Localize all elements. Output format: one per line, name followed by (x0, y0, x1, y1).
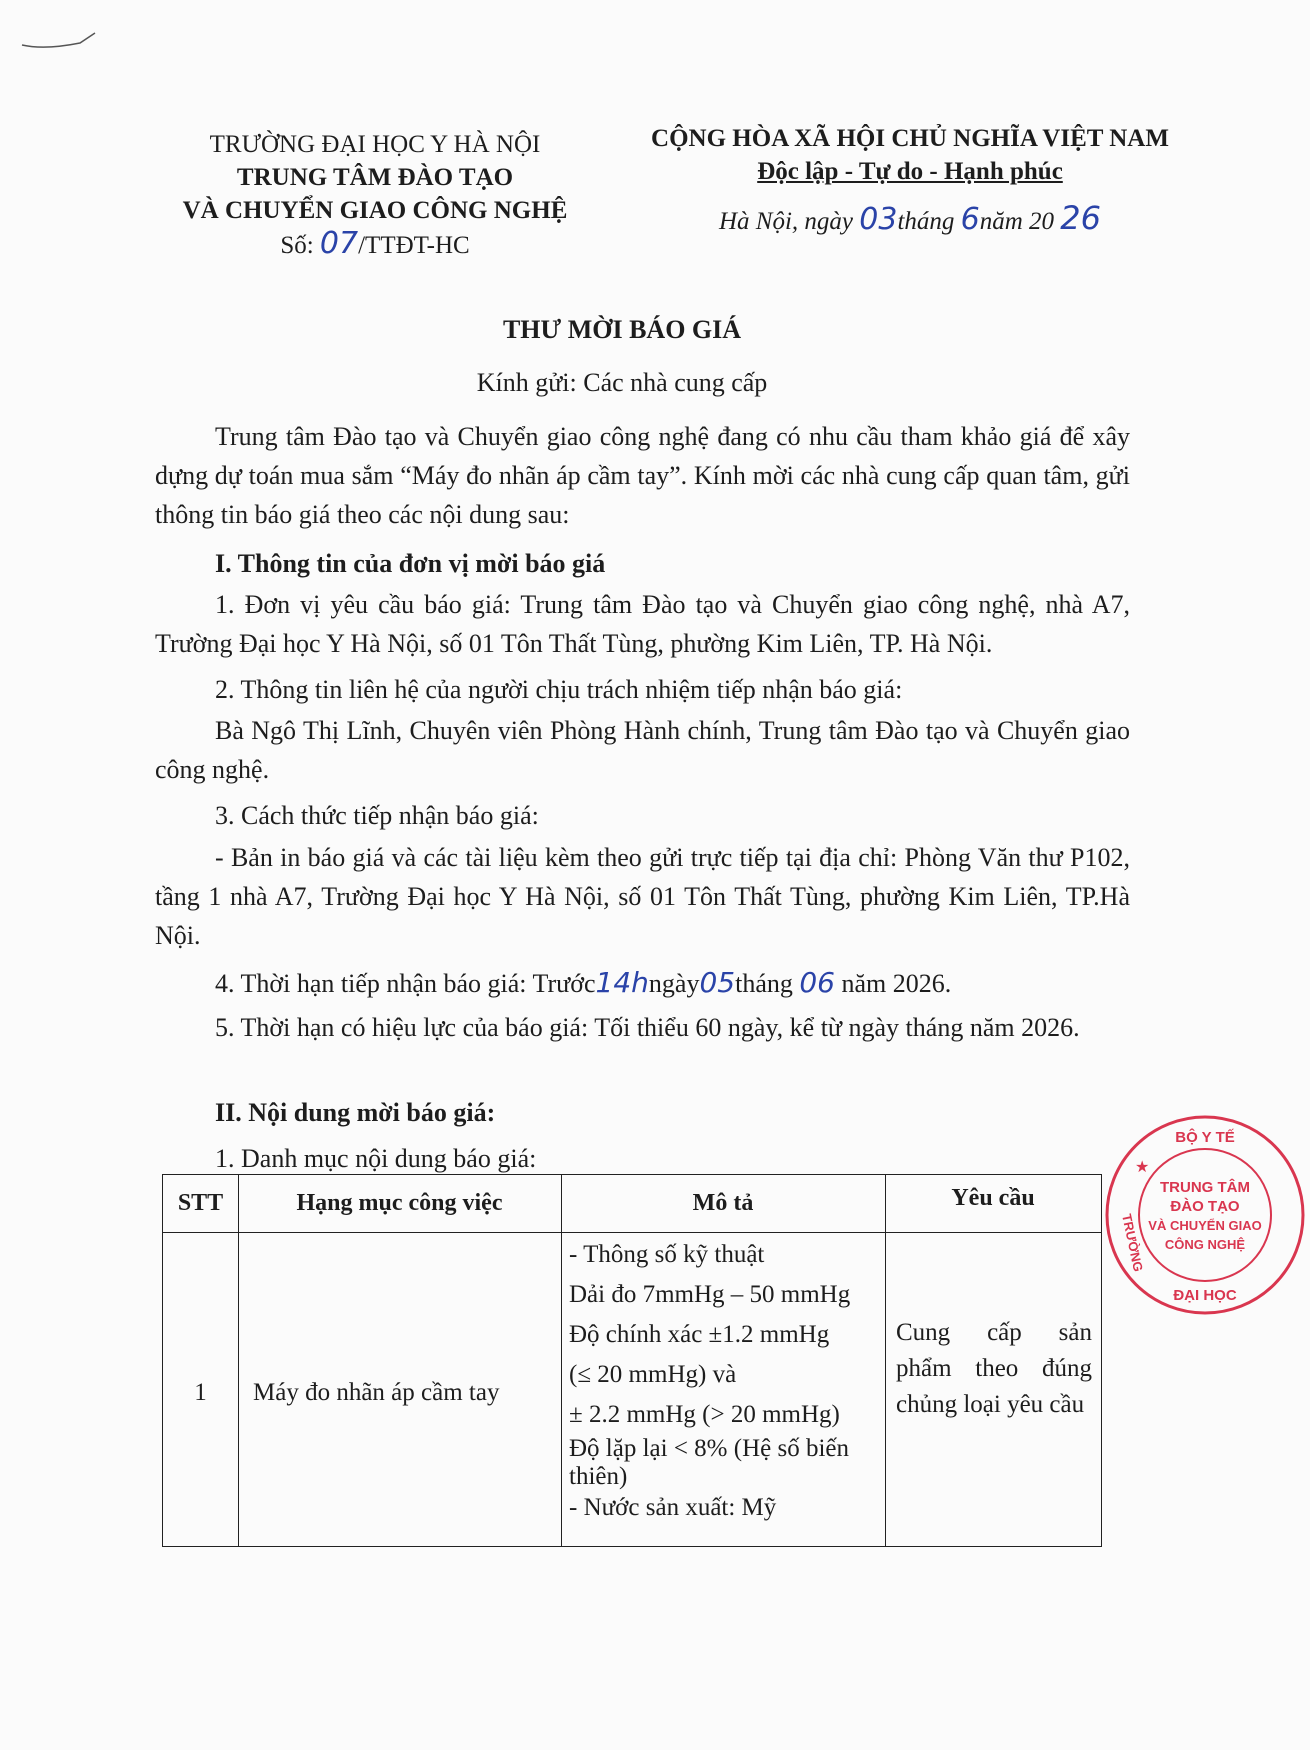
university-name: TRƯỜNG ĐẠI HỌC Y HÀ NỘI (209, 131, 541, 158)
section2-heading: II. Nội dung mời báo giá: (215, 1098, 496, 1127)
section1-item2-detail: Bà Ngô Thị Lĩnh, Chuyên viên Phòng Hành chính, Trung tâm Đào tạo và Chuyển giao công nghệ. (155, 716, 1130, 784)
table-cell-item: Máy đo nhãn áp cầm tay (253, 1379, 500, 1406)
quotation-table (162, 1174, 1102, 1547)
star-icon: ★ (1135, 1159, 1150, 1176)
center-name-line2: VÀ CHUYỂN GIAO CÔNG NGHỆ (182, 197, 568, 224)
section1-item2: 2. Thông tin liên hệ của người chịu trách nhiệm tiếp nhận báo giá: (215, 675, 903, 704)
table-cell-description: - Thông số kỹ thuật Dải đo 7mmHg – 50 mmHg Độ chính xác ±1.2 mmHg (≤ 20 mmHg) và ± 2.2 mmHg (> 20 mmHg) Độ lặp lại < 8% (Hệ số biến thiên) - Nước sản xuất: Mỹ (569, 1241, 851, 1521)
table-divider (238, 1175, 239, 1546)
country-name: CỘNG HÒA XÃ HỘI CHỦ NGHĨA VIỆT NAM (651, 125, 1169, 152)
section1-heading: I. Thông tin của đơn vị mời báo giá (215, 549, 606, 578)
national-motto: Độc lập - Tự do - Hạnh phúc (757, 158, 1063, 185)
table-header-divider (163, 1232, 1101, 1233)
national-header (630, 122, 1190, 238)
issuer-block (150, 128, 600, 262)
table-header-requirement: Yêu cầu (951, 1185, 1035, 1211)
center-name-line1: TRUNG TÂM ĐÀO TẠO (236, 164, 514, 191)
table-header-stt: STT (177, 1190, 224, 1216)
stamp-center-line: ĐÀO TẠO (1170, 1198, 1240, 1215)
stamp-center-line: CÔNG NGHỆ (1164, 1237, 1246, 1252)
table-cell-requirement: Cung cấp sản phẩm theo đúng chủng loại yêu cầu (896, 1319, 1092, 1418)
handwritten-day: 03 (859, 202, 898, 237)
table-divider (561, 1175, 562, 1546)
stamp-center-line: VÀ CHUYỂN GIAO (1148, 1218, 1262, 1233)
handwritten-deadline-day: 05 (699, 966, 736, 999)
table-cell-stt: 1 (194, 1379, 207, 1406)
section1-item4: 4. Thời hạn tiếp nhận báo giá: Trước14hngày05tháng 06 năm 2026. (215, 966, 952, 999)
section1-item1: 1. Đơn vị yêu cầu báo giá: Trung tâm Đào tạo và Chuyển giao công nghệ, nhà A7, Trường Đại học Y Hà Nội, số 01 Tôn Thất Tùng, phường Kim Liên, TP. Hà Nội. (155, 590, 1130, 658)
handwritten-year: 26 (1060, 199, 1102, 237)
handwritten-number: 07 (319, 226, 359, 261)
table-header-description: Mô tả (692, 1190, 754, 1216)
document-title: THƯ MỜI BÁO GIÁ (502, 315, 742, 344)
official-stamp (1100, 1110, 1310, 1320)
stamp-ring-left: TRƯỜNG (1119, 1212, 1146, 1274)
table-header-item: Hạng mục công việc (296, 1190, 503, 1216)
greeting: Kính gửi: Các nhà cung cấp (476, 368, 768, 397)
document-number: Số: 07/TTĐT-HC (280, 226, 470, 261)
section1-item5: 5. Thời hạn có hiệu lực của báo giá: Tối thiểu 60 ngày, kể từ ngày tháng năm 2026. (215, 1013, 1080, 1042)
handwritten-hour: 14h (595, 966, 649, 999)
issue-date: Hà Nội, ngày 03tháng 6năm 20 26 (718, 199, 1102, 237)
scan-mark (20, 25, 100, 55)
stamp-ring-bottom: ĐẠI HỌC (1173, 1287, 1237, 1304)
section1-item3-detail: - Bản in báo giá và các tài liệu kèm theo gửi trực tiếp tại địa chỉ: Phòng Văn thư P102, tầng 1 nhà A7, Trường Đại học Y Hà Nội, số 01 Tôn Thất Tùng, phường Kim Liên, TP.Hà Nội. (155, 843, 1130, 950)
table-divider (885, 1175, 886, 1546)
section2-item1: 1. Danh mục nội dung báo giá: (215, 1144, 537, 1173)
stamp-inner-ring (1139, 1149, 1271, 1281)
stamp-center-line: TRUNG TÂM (1160, 1179, 1250, 1196)
stamp-outer-ring (1107, 1117, 1303, 1313)
handwritten-month: 6 (960, 202, 980, 237)
handwritten-deadline-month: 06 (799, 966, 835, 999)
stamp-ring-top: BỘ Y TẾ (1175, 1129, 1235, 1146)
section1-item3: 3. Cách thức tiếp nhận báo giá: (215, 801, 539, 830)
intro-paragraph: Trung tâm Đào tạo và Chuyển giao công nghệ đang có nhu cầu tham khảo giá để xây dựng dự toán mua sắm “Máy đo nhãn áp cầm tay”. Kính mời các nhà cung cấp quan tâm, gửi thông tin báo giá theo các nội dung sau: (155, 422, 1130, 529)
